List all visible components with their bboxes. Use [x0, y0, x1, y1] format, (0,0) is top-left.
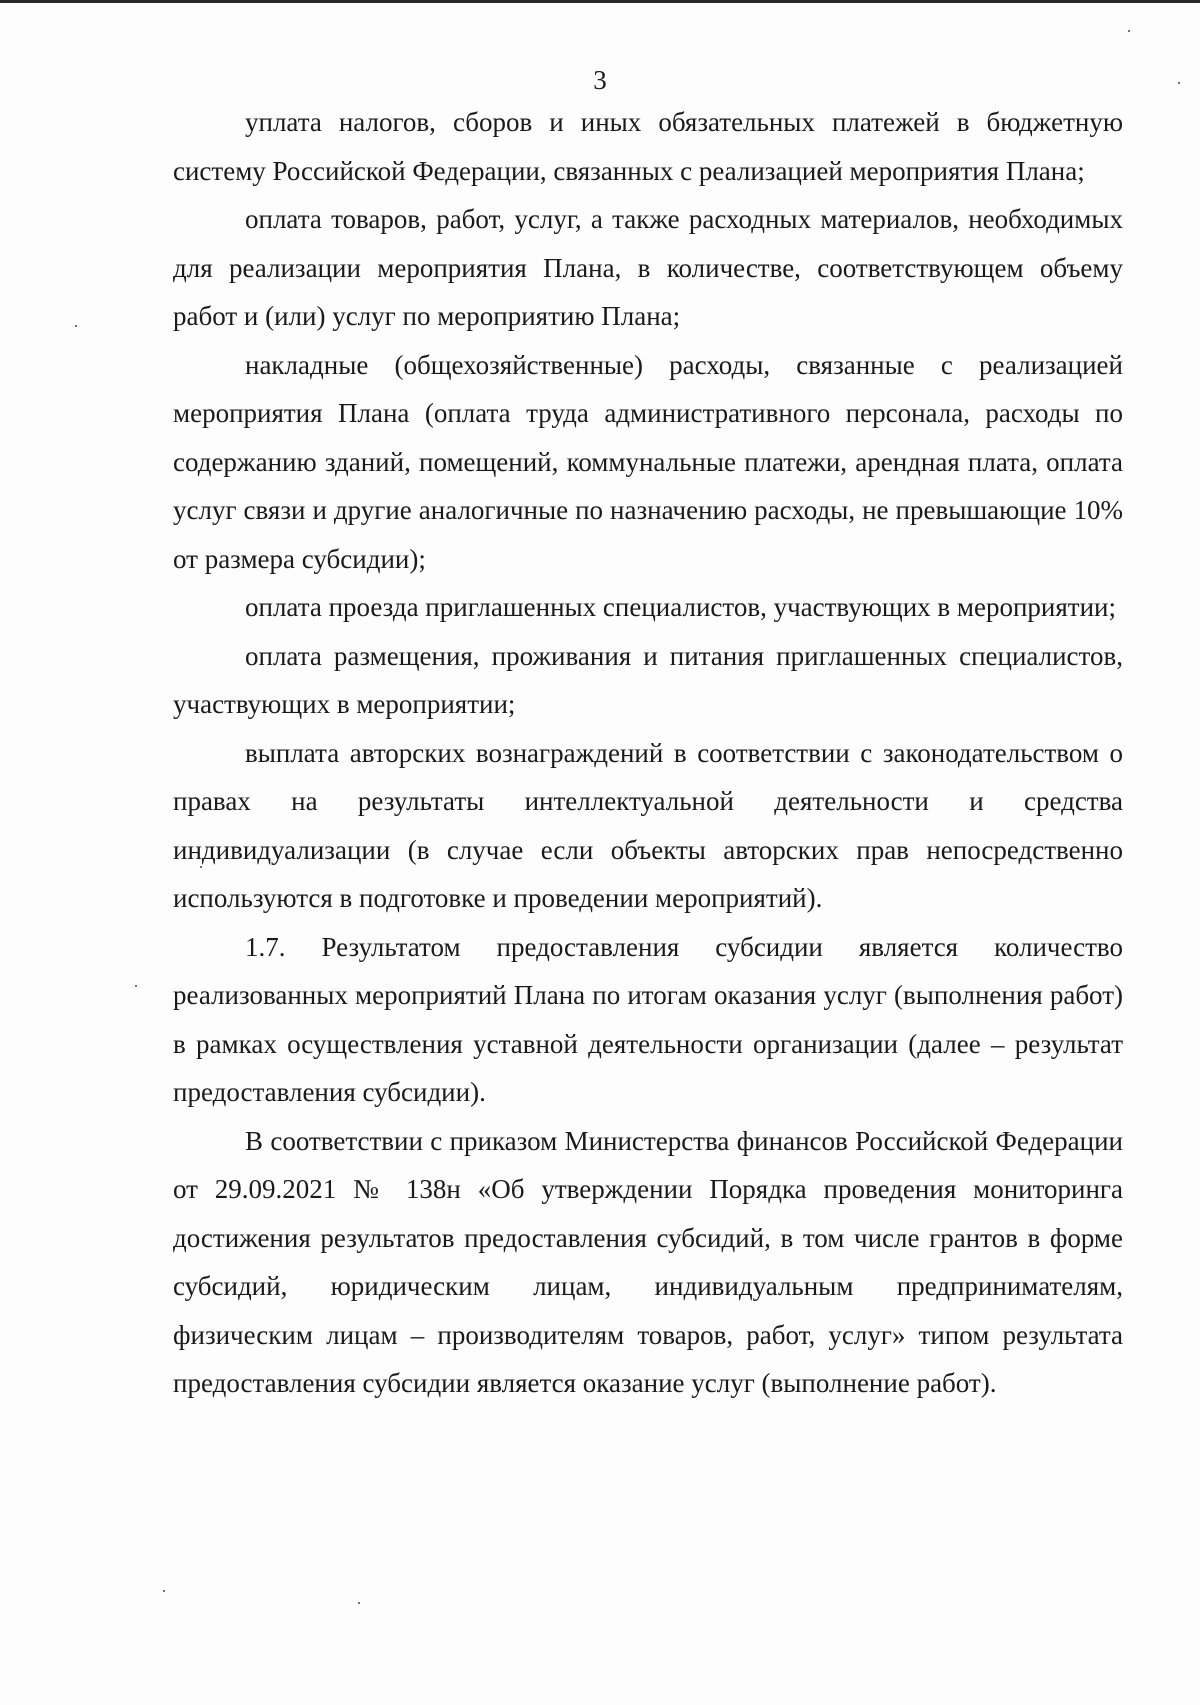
paragraph-ministry-order: В соответствии с приказом Министерства финансов Российской Федерации от 29.09.2021 № 138н «Об утверждении Порядка проведения мониторинга достижения результатов предоставления субсидий, в том числе грантов в форме субсидий, юридическим лицам, индивидуальным предпринимателям, физическим лицам – производителям товаров, работ, услуг» типом результата предоставления субсидии является оказание услуг (выполнение работ).: [173, 1125, 1123, 1398]
scan-speck: [1178, 82, 1180, 84]
paragraph-royalties: выплата авторских вознаграждений в соответствии с законодательством о правах на результаты интеллектуальной деятельности и средства индивидуализации (в случае если объекты авторских прав непосредственно используются в подготовке и проведении мероприятий).: [173, 737, 1123, 913]
paragraph-taxes: уплата налогов, сборов и иных обязательных платежей в бюджетную систему Российской Федерации, связанных с реализацией мероприятия Плана;: [173, 107, 1123, 186]
document-body: [173, 98, 1123, 1408]
scan-speck: [1128, 30, 1130, 32]
scan-speck: [75, 325, 77, 327]
paragraph-accommodation: оплата размещения, проживания и питания приглашенных специалистов, участвующих в мероприятии;: [173, 640, 1123, 719]
scan-speck: [135, 985, 137, 987]
paragraph-overhead: накладные (общехозяйственные) расходы, связанные с реализацией мероприятия Плана (оплата труда административного персонала, расходы по содержанию зданий, помещений, коммунальные платежи, арендная плата, оплата услуг связи и другие аналогичные по назначению расходы, не превышающие 10% от размера субсидии);: [173, 349, 1123, 574]
scan-speck: [358, 1602, 360, 1604]
paragraph-travel: оплата проезда приглашенных специалистов, участвующих в мероприятии;: [245, 592, 1116, 622]
scan-speck: [163, 1590, 165, 1592]
scan-speck: [200, 866, 202, 868]
page-number: 3: [593, 65, 607, 95]
scan-top-edge: [0, 0, 1200, 3]
paragraph-goods-payment: оплата товаров, работ, услуг, а также расходных материалов, необходимых для реализации мероприятия Плана, в количестве, соответствующем объему работ и (или) услуг по мероприятию Плана;: [173, 204, 1123, 331]
paragraph-result-1-7: 1.7. Результатом предоставления субсидии является количество реализованных мероприятий Плана по итогам оказания услуг (выполнения работ) в рамках осуществления уставной деятельности организации (далее – результат предоставления субсидии).: [173, 931, 1123, 1107]
